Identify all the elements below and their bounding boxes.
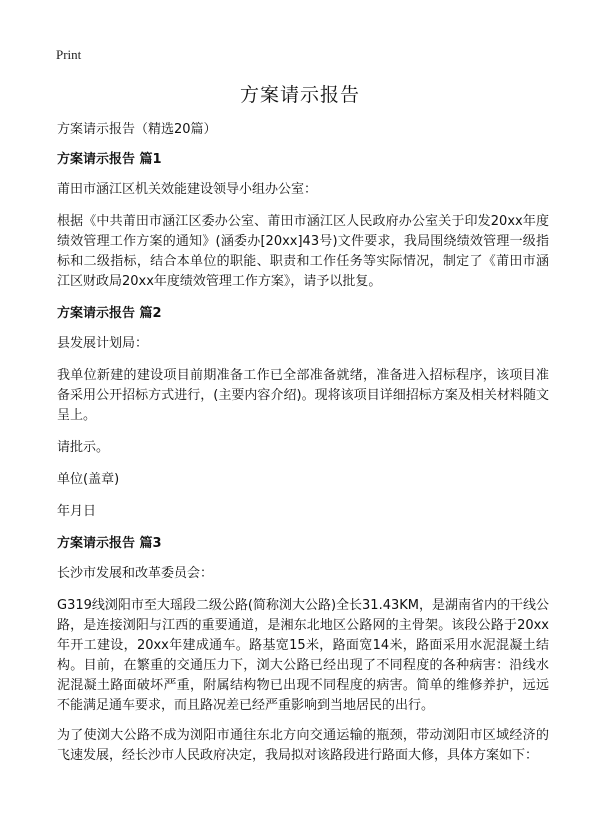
document-subtitle: 方案请示报告（精选20篇） [57,122,217,137]
signature-date: 年月日 [57,504,97,519]
print-link[interactable]: Print [56,47,82,62]
section-heading: 方案请示报告 篇1 [57,152,162,167]
body-paragraph: G319线浏阳市至大瑶段二级公路(简称浏大公路)全长31.43KM，是湖南省内的干线公路，是连接浏阳与江西的重要通道，是湘东北地区公路网的主骨架。该段公路于20xx年开工建设，20xx年建成通车。路基宽15米，路面宽14米，路面采用水泥混凝土结构。目前，在繁重的交通压力下，浏大公路已经出现了不同程度的各种病害：沿线水泥混凝土路面破坏严重，附属结构物已出现不同程度的病害。简单的维修养护，远远不能满足通车要求，而且路况差已经严重影响到当地居民的出行。 [57,598,549,713]
request-line: 请批示。 [57,440,110,455]
section-heading: 方案请示报告 篇2 [57,306,162,321]
section-heading: 方案请示报告 篇3 [57,536,162,551]
document-body [57,120,549,776]
salutation: 长沙市发展和改革委员会： [57,566,214,581]
salutation: 县发展计划局： [57,336,149,351]
signature-unit: 单位(盖章) [57,472,120,487]
document-title: 方案请示报告 [239,84,360,106]
body-paragraph: 我单位新建的建设项目前期准备工作已全部准备就绪，准备进入招标程序，该项目准备采用公开招标方式进行，(主要内容介绍)。现将该项目详细招标方案及相关材料随文呈上。 [57,368,549,423]
body-paragraph: 根据《中共莆田市涵江区委办公室、莆田市涵江区人民政府办公室关于印发20xx年度绩效管理工作方案的通知》(涵委办[20xx]43号)文件要求，我局围绕绩效管理一级指标和二级指标，结合本单位的职能、职责和工作任务等实际情况，制定了《莆田市涵江区财政局20xx年度绩效管理工作方案》，请予以批复。 [57,214,549,289]
body-paragraph: 为了使浏大公路不成为浏阳市通往东北方向交通运输的瓶颈，带动浏阳市区域经济的飞速发展，经长沙市人民政府决定，我局拟对该路段进行路面大修，具体方案如下： [57,728,549,763]
salutation: 莆田市涵江区机关效能建设领导小组办公室： [57,182,318,197]
